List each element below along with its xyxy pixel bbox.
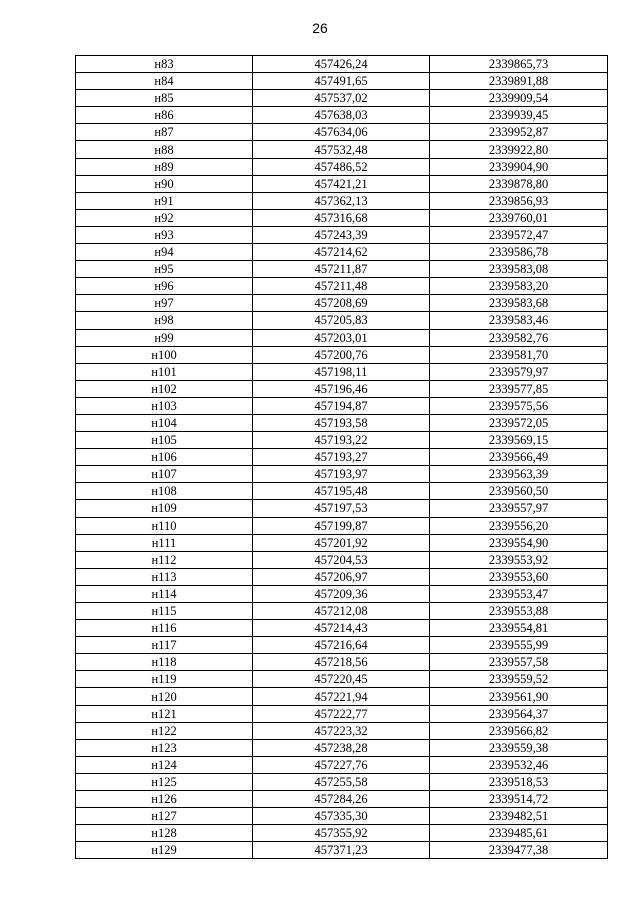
x-coordinate-cell: 457194,87 [253, 397, 430, 414]
point-id-cell: н106 [76, 449, 253, 466]
y-coordinate-cell: 2339555,99 [430, 637, 608, 654]
table-row [76, 483, 608, 500]
point-id-cell: н107 [76, 466, 253, 483]
y-coordinate-cell: 2339514,72 [430, 791, 608, 808]
point-id-cell: н127 [76, 808, 253, 825]
y-coordinate-cell: 2339583,20 [430, 278, 608, 295]
x-coordinate-cell: 457316,68 [253, 209, 430, 226]
y-coordinate-cell: 2339560,50 [430, 483, 608, 500]
x-coordinate-cell: 457362,13 [253, 192, 430, 209]
y-coordinate-cell: 2339939,45 [430, 107, 608, 124]
table-row [76, 603, 608, 620]
x-coordinate-cell: 457193,97 [253, 466, 430, 483]
x-coordinate-cell: 457218,56 [253, 654, 430, 671]
point-id-cell: н104 [76, 414, 253, 431]
table-row [76, 141, 608, 158]
coordinates-table [75, 55, 608, 859]
y-coordinate-cell: 2339922,80 [430, 141, 608, 158]
table-row [76, 90, 608, 107]
point-id-cell: н99 [76, 329, 253, 346]
table-row [76, 312, 608, 329]
table-row [76, 329, 608, 346]
x-coordinate-cell: 457198,11 [253, 363, 430, 380]
point-id-cell: н94 [76, 244, 253, 261]
x-coordinate-cell: 457223,32 [253, 722, 430, 739]
table-row [76, 756, 608, 773]
y-coordinate-cell: 2339485,61 [430, 825, 608, 842]
table-row [76, 739, 608, 756]
point-id-cell: н112 [76, 551, 253, 568]
x-coordinate-cell: 457212,08 [253, 603, 430, 620]
point-id-cell: н129 [76, 842, 253, 859]
x-coordinate-cell: 457200,76 [253, 346, 430, 363]
table-row [76, 397, 608, 414]
point-id-cell: н110 [76, 517, 253, 534]
y-coordinate-cell: 2339575,56 [430, 397, 608, 414]
x-coordinate-cell: 457371,23 [253, 842, 430, 859]
table-row [76, 449, 608, 466]
y-coordinate-cell: 2339891,88 [430, 73, 608, 90]
x-coordinate-cell: 457203,01 [253, 329, 430, 346]
y-coordinate-cell: 2339952,87 [430, 124, 608, 141]
point-id-cell: н122 [76, 722, 253, 739]
x-coordinate-cell: 457532,48 [253, 141, 430, 158]
table-row [76, 705, 608, 722]
x-coordinate-cell: 457243,39 [253, 226, 430, 243]
y-coordinate-cell: 2339583,46 [430, 312, 608, 329]
point-id-cell: н89 [76, 158, 253, 175]
y-coordinate-cell: 2339583,08 [430, 261, 608, 278]
table-row [76, 124, 608, 141]
point-id-cell: н85 [76, 90, 253, 107]
x-coordinate-cell: 457222,77 [253, 705, 430, 722]
table-row [76, 295, 608, 312]
y-coordinate-cell: 2339909,54 [430, 90, 608, 107]
y-coordinate-cell: 2339566,49 [430, 449, 608, 466]
x-coordinate-cell: 457196,46 [253, 380, 430, 397]
point-id-cell: н88 [76, 141, 253, 158]
y-coordinate-cell: 2339532,46 [430, 756, 608, 773]
x-coordinate-cell: 457220,45 [253, 671, 430, 688]
table-row [76, 620, 608, 637]
y-coordinate-cell: 2339477,38 [430, 842, 608, 859]
x-coordinate-cell: 457421,21 [253, 175, 430, 192]
y-coordinate-cell: 2339554,81 [430, 620, 608, 637]
y-coordinate-cell: 2339878,80 [430, 175, 608, 192]
y-coordinate-cell: 2339554,90 [430, 534, 608, 551]
x-coordinate-cell: 457193,22 [253, 432, 430, 449]
table-row [76, 192, 608, 209]
point-id-cell: н120 [76, 688, 253, 705]
point-id-cell: н113 [76, 568, 253, 585]
x-coordinate-cell: 457634,06 [253, 124, 430, 141]
page-number: 26 [312, 20, 328, 36]
table-row [76, 261, 608, 278]
point-id-cell: н119 [76, 671, 253, 688]
x-coordinate-cell: 457491,65 [253, 73, 430, 90]
table-row [76, 107, 608, 124]
table-row [76, 380, 608, 397]
coordinates-table-body [76, 56, 608, 859]
table-row [76, 346, 608, 363]
table-row [76, 568, 608, 585]
x-coordinate-cell: 457195,48 [253, 483, 430, 500]
x-coordinate-cell: 457486,52 [253, 158, 430, 175]
point-id-cell: н114 [76, 585, 253, 602]
y-coordinate-cell: 2339583,68 [430, 295, 608, 312]
x-coordinate-cell: 457214,43 [253, 620, 430, 637]
table-row [76, 842, 608, 859]
point-id-cell: н123 [76, 739, 253, 756]
x-coordinate-cell: 457205,83 [253, 312, 430, 329]
point-id-cell: н116 [76, 620, 253, 637]
y-coordinate-cell: 2339572,47 [430, 226, 608, 243]
table-row [76, 226, 608, 243]
point-id-cell: н126 [76, 791, 253, 808]
y-coordinate-cell: 2339865,73 [430, 56, 608, 73]
y-coordinate-cell: 2339577,85 [430, 380, 608, 397]
table-row [76, 654, 608, 671]
y-coordinate-cell: 2339557,97 [430, 500, 608, 517]
table-row [76, 414, 608, 431]
y-coordinate-cell: 2339553,47 [430, 585, 608, 602]
point-id-cell: н100 [76, 346, 253, 363]
point-id-cell: н97 [76, 295, 253, 312]
point-id-cell: н117 [76, 637, 253, 654]
table-row [76, 175, 608, 192]
point-id-cell: н124 [76, 756, 253, 773]
table-row [76, 56, 608, 73]
table-row [76, 244, 608, 261]
x-coordinate-cell: 457197,53 [253, 500, 430, 517]
table-row [76, 73, 608, 90]
table-row [76, 551, 608, 568]
table-row [76, 517, 608, 534]
table-row [76, 466, 608, 483]
point-id-cell: н109 [76, 500, 253, 517]
table-row [76, 808, 608, 825]
point-id-cell: н92 [76, 209, 253, 226]
y-coordinate-cell: 2339582,76 [430, 329, 608, 346]
y-coordinate-cell: 2339904,90 [430, 158, 608, 175]
y-coordinate-cell: 2339561,90 [430, 688, 608, 705]
y-coordinate-cell: 2339556,20 [430, 517, 608, 534]
point-id-cell: н83 [76, 56, 253, 73]
x-coordinate-cell: 457221,94 [253, 688, 430, 705]
y-coordinate-cell: 2339569,15 [430, 432, 608, 449]
table-row [76, 791, 608, 808]
table-row [76, 278, 608, 295]
x-coordinate-cell: 457284,26 [253, 791, 430, 808]
x-coordinate-cell: 457208,69 [253, 295, 430, 312]
point-id-cell: н108 [76, 483, 253, 500]
table-row [76, 209, 608, 226]
table-row [76, 722, 608, 739]
point-id-cell: н105 [76, 432, 253, 449]
table-row [76, 637, 608, 654]
point-id-cell: н93 [76, 226, 253, 243]
point-id-cell: н98 [76, 312, 253, 329]
point-id-cell: н84 [76, 73, 253, 90]
x-coordinate-cell: 457209,36 [253, 585, 430, 602]
y-coordinate-cell: 2339579,97 [430, 363, 608, 380]
y-coordinate-cell: 2339760,01 [430, 209, 608, 226]
y-coordinate-cell: 2339559,38 [430, 739, 608, 756]
table-row [76, 432, 608, 449]
point-id-cell: н115 [76, 603, 253, 620]
point-id-cell: н102 [76, 380, 253, 397]
point-id-cell: н90 [76, 175, 253, 192]
y-coordinate-cell: 2339553,88 [430, 603, 608, 620]
x-coordinate-cell: 457193,58 [253, 414, 430, 431]
x-coordinate-cell: 457201,92 [253, 534, 430, 551]
table-row [76, 363, 608, 380]
y-coordinate-cell: 2339559,52 [430, 671, 608, 688]
y-coordinate-cell: 2339566,82 [430, 722, 608, 739]
point-id-cell: н125 [76, 773, 253, 790]
x-coordinate-cell: 457193,27 [253, 449, 430, 466]
point-id-cell: н121 [76, 705, 253, 722]
y-coordinate-cell: 2339586,78 [430, 244, 608, 261]
table-row [76, 825, 608, 842]
x-coordinate-cell: 457216,64 [253, 637, 430, 654]
table-row [76, 500, 608, 517]
y-coordinate-cell: 2339572,05 [430, 414, 608, 431]
y-coordinate-cell: 2339564,37 [430, 705, 608, 722]
point-id-cell: н91 [76, 192, 253, 209]
point-id-cell: н111 [76, 534, 253, 551]
y-coordinate-cell: 2339553,92 [430, 551, 608, 568]
table-row [76, 773, 608, 790]
x-coordinate-cell: 457214,62 [253, 244, 430, 261]
x-coordinate-cell: 457206,97 [253, 568, 430, 585]
y-coordinate-cell: 2339581,70 [430, 346, 608, 363]
x-coordinate-cell: 457211,87 [253, 261, 430, 278]
y-coordinate-cell: 2339518,53 [430, 773, 608, 790]
x-coordinate-cell: 457355,92 [253, 825, 430, 842]
x-coordinate-cell: 457638,03 [253, 107, 430, 124]
x-coordinate-cell: 457426,24 [253, 56, 430, 73]
x-coordinate-cell: 457199,87 [253, 517, 430, 534]
table-row [76, 585, 608, 602]
table-row [76, 534, 608, 551]
point-id-cell: н86 [76, 107, 253, 124]
x-coordinate-cell: 457238,28 [253, 739, 430, 756]
y-coordinate-cell: 2339856,93 [430, 192, 608, 209]
table-row [76, 688, 608, 705]
x-coordinate-cell: 457211,48 [253, 278, 430, 295]
x-coordinate-cell: 457537,02 [253, 90, 430, 107]
table-row [76, 158, 608, 175]
y-coordinate-cell: 2339482,51 [430, 808, 608, 825]
point-id-cell: н128 [76, 825, 253, 842]
table-row [76, 671, 608, 688]
point-id-cell: н96 [76, 278, 253, 295]
x-coordinate-cell: 457255,58 [253, 773, 430, 790]
y-coordinate-cell: 2339557,58 [430, 654, 608, 671]
point-id-cell: н118 [76, 654, 253, 671]
point-id-cell: н87 [76, 124, 253, 141]
x-coordinate-cell: 457204,53 [253, 551, 430, 568]
point-id-cell: н103 [76, 397, 253, 414]
x-coordinate-cell: 457227,76 [253, 756, 430, 773]
y-coordinate-cell: 2339553,60 [430, 568, 608, 585]
y-coordinate-cell: 2339563,39 [430, 466, 608, 483]
point-id-cell: н95 [76, 261, 253, 278]
x-coordinate-cell: 457335,30 [253, 808, 430, 825]
point-id-cell: н101 [76, 363, 253, 380]
